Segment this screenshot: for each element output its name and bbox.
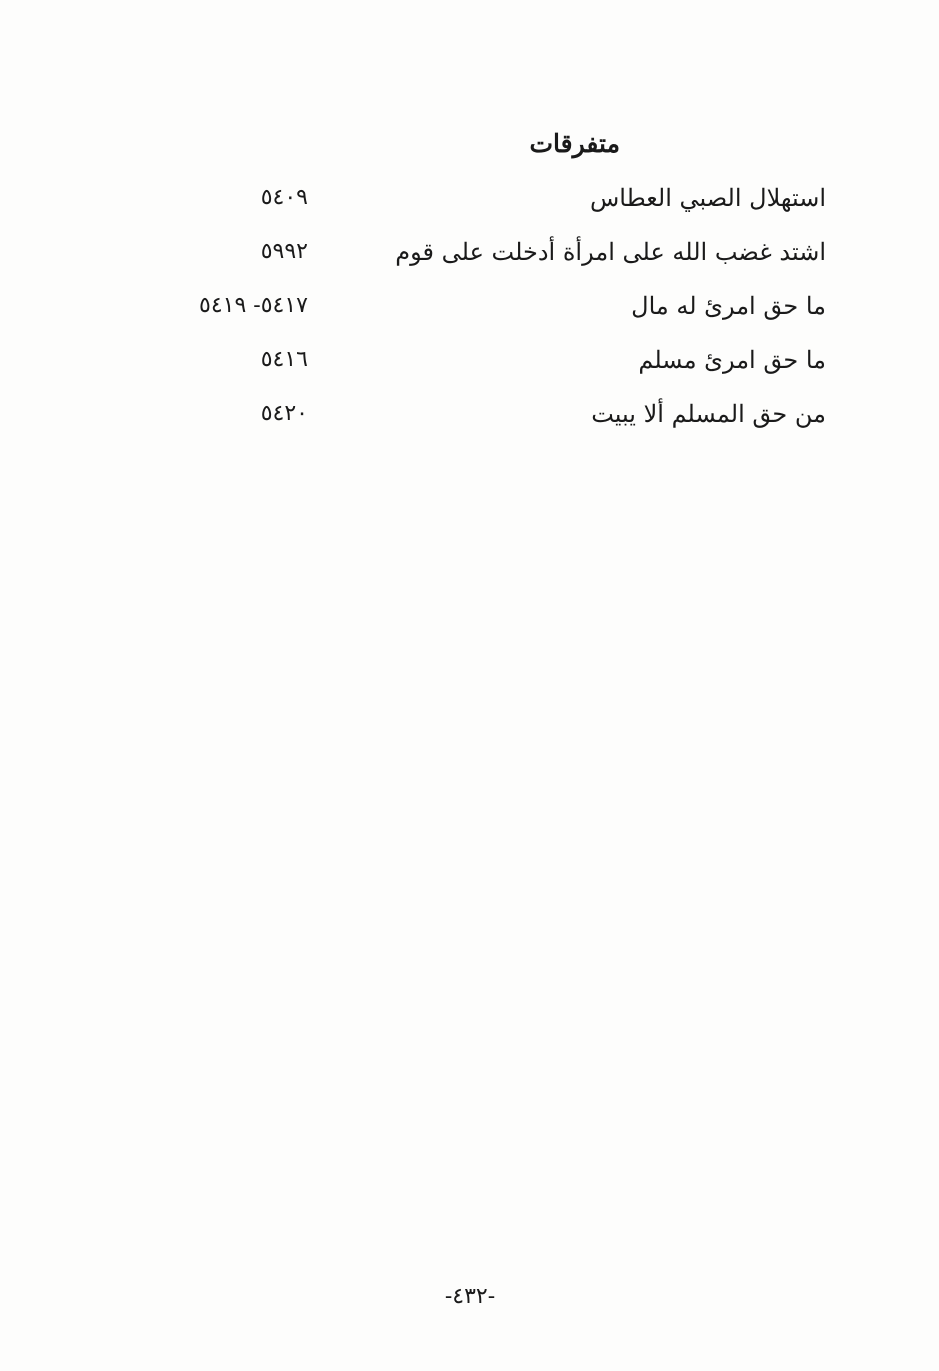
entry-reference: ٥٤٠٩ [260,185,308,210]
index-list [120,180,826,450]
page-number: -٤٣٢- [444,1284,496,1309]
index-entry [120,396,826,450]
entry-text: اشتد غضب الله على امرأة أدخلت على قوم [395,238,826,266]
entry-text: من حق المسلم ألا يبيت [591,400,826,428]
entry-text: استهلال الصبي العطاس [590,184,826,212]
section-title: متفرقات [529,129,620,158]
entry-reference: ٥٤١٧- ٥٤١٩ [199,293,308,318]
entry-text: ما حق امرئ له مال [631,292,826,320]
entry-reference: ٥٤٢٠ [260,401,308,426]
entry-reference: ٥٤١٦ [260,347,308,372]
entry-text: ما حق امرئ مسلم [638,346,826,374]
entry-reference: ٥٩٩٢ [260,239,308,264]
index-entry [120,288,826,342]
index-entry [120,180,826,234]
index-entry [120,342,826,396]
index-entry [120,234,826,288]
